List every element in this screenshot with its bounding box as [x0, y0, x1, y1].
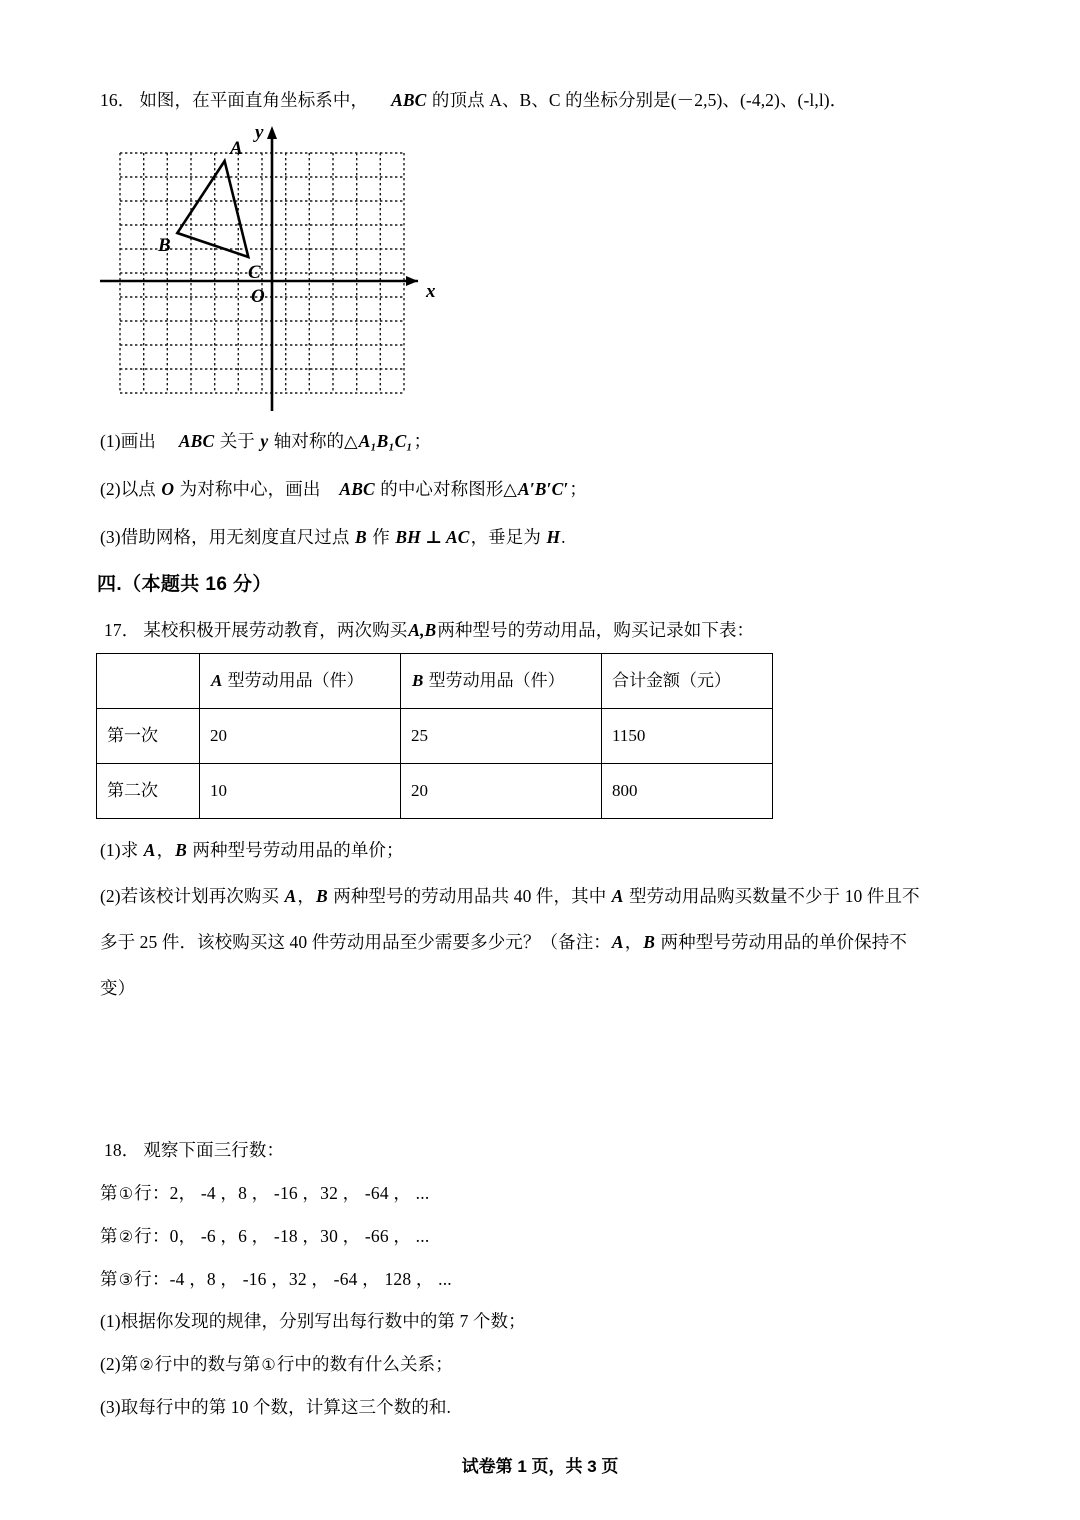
question-17-number: 17．	[104, 620, 140, 640]
q16-sub3-g: .	[561, 527, 566, 547]
purchase-record-table	[96, 653, 773, 819]
circled-number-2: ②	[118, 1229, 134, 1246]
header-cell-total: 合计金额（元）	[602, 654, 773, 709]
vertex-label-b: B	[158, 235, 171, 256]
q18-sub2-b: 行中的数与第	[154, 1354, 261, 1374]
question-16-triangle-abc: ABC	[391, 90, 427, 110]
q17-sub2-l2-b: A	[611, 932, 624, 952]
row-label-first: 第一次	[97, 709, 200, 764]
seq-2-prefix: 第	[100, 1226, 118, 1246]
cell-first-b: 25	[401, 709, 602, 764]
y-axis	[267, 126, 277, 411]
q17-stem-a: 某校积极开展劳动教育，两次购买	[143, 620, 408, 640]
q16-sub3-e: ，垂足为	[470, 527, 546, 547]
seq-2-values: 0， -6 ，6 ， -18 ，30 ， -66 ， ...	[169, 1226, 430, 1246]
q17-sub2-l1-g: 型劳动用品购买数量不少于 10 件且不	[624, 886, 920, 906]
q16-sub2-d: ；	[569, 479, 587, 499]
cell-first-a: 20	[200, 709, 401, 764]
header-b-symbol: B	[412, 670, 424, 690]
q17-sub1-a: (1)求	[100, 840, 143, 860]
circled-number-3: ③	[118, 1272, 134, 1289]
q17-sub1-b: A	[143, 840, 156, 860]
q17-sub2-l1-c: ，	[297, 886, 315, 906]
page-footer: 试卷第 1 页，共 3 页	[461, 1457, 619, 1476]
question-16-sub-2	[100, 477, 587, 502]
q16-sub1-d: ；	[413, 431, 432, 451]
table-row	[97, 764, 773, 819]
header-b-text: 型劳动用品（件）	[424, 670, 565, 690]
question-17-sub-1	[100, 838, 404, 863]
question-18-sub-3: (3)取每行中的第 10 个数，计算这三个数的和.	[100, 1397, 452, 1417]
origin-label: O	[251, 286, 265, 307]
table-row	[97, 709, 773, 764]
question-18-number: 18．	[104, 1140, 140, 1160]
q17-stem-b: 两种型号的劳动用品，购买记录如下表：	[437, 620, 755, 640]
q16-sub2-b: 为对称中心，画出	[175, 479, 321, 499]
question-17-sub-2-line-1	[100, 884, 920, 909]
q17-sub2-l2-c: ，	[624, 932, 643, 952]
q16-sub1-label: A₁B₁C₁	[358, 431, 413, 451]
q17-sub2-l2-d: B	[643, 932, 656, 952]
sequence-row-1	[100, 1180, 429, 1205]
table-header-row	[97, 654, 773, 709]
q16-sub1-triangle: ABC	[178, 431, 215, 451]
section-4-heading: 四.（本题共 16 分）	[97, 574, 272, 595]
cell-second-a: 10	[200, 764, 401, 819]
q17-sub2-l1-b: A	[284, 886, 297, 906]
q17-stem-ab: A,B	[408, 620, 437, 640]
header-cell-a	[200, 654, 401, 709]
question-16-stem-text-b: 的顶点 A、B、C 的坐标分别是(－2,5)、(-4,2)、(-l,l)．	[427, 90, 848, 110]
cell-first-total: 1150	[602, 709, 773, 764]
x-axis-label: x	[426, 281, 436, 302]
q16-sub1-a: (1)画出	[100, 431, 156, 451]
q16-sub2-triangle: ABC	[339, 479, 375, 499]
q16-sub1-c: 轴对称的△	[269, 431, 358, 451]
question-16-sub-3	[100, 525, 566, 550]
seq-2-suffix: 行：	[134, 1226, 170, 1246]
q17-sub2-l1-a: (2)若该校计划再次购买	[100, 886, 284, 906]
vertex-label-c: C	[248, 262, 261, 283]
q18-sub2-c: 行中的数有什么关系；	[276, 1354, 453, 1374]
header-a-text: 型劳动用品（件）	[223, 670, 364, 690]
header-cell-blank	[97, 654, 200, 709]
sequence-row-3	[100, 1266, 452, 1291]
question-16-number: 16．	[100, 90, 136, 110]
q16-sub1-b: 关于	[215, 431, 260, 451]
seq-3-values: -4 ，8 ， -16 ，32 ， -64 ， 128 ， ...	[169, 1269, 452, 1289]
question-16-stem-text-a: 如图，在平面直角坐标系中，	[139, 90, 369, 110]
q16-sub3-a: (3)借助网格，用无刻度直尺过点	[100, 527, 354, 547]
sequence-row-2	[100, 1223, 429, 1248]
question-16-sub-1	[100, 429, 431, 454]
q16-sub3-f: H	[546, 527, 561, 547]
q16-sub3-b: B	[354, 527, 367, 547]
coordinate-plane-diagram	[96, 120, 456, 420]
header-cell-b	[401, 654, 602, 709]
y-axis-label: y	[255, 122, 264, 143]
q17-sub1-d: B	[175, 840, 187, 860]
q17-sub2-l1-e: 两种型号的劳动用品共 40 件，其中	[328, 886, 611, 906]
q17-sub1-e: 两种型号劳动用品的单价；	[187, 840, 404, 860]
question-17-sub-2-line-2	[100, 930, 907, 955]
q16-sub2-a: (2)以点	[100, 479, 161, 499]
question-18-sub-1: (1)根据你发现的规律，分别写出每行数中的第 7 个数；	[100, 1311, 526, 1331]
circled-number-ref-1: ①	[261, 1357, 276, 1374]
q17-sub2-l1-f: A	[611, 886, 624, 906]
question-18-sub-2	[100, 1352, 453, 1377]
cell-second-total: 800	[602, 764, 773, 819]
question-17-sub-2-line-3: 变）	[100, 978, 136, 998]
q17-sub2-l1-d: B	[315, 886, 328, 906]
circled-number-ref-2: ②	[139, 1357, 154, 1374]
q18-stem-text: 观察下面三行数：	[143, 1140, 285, 1160]
question-18-stem	[104, 1138, 284, 1163]
seq-1-values: 2， -4 ，8 ， -16 ，32 ， -64 ， ...	[169, 1183, 430, 1203]
q16-sub1-y: y	[260, 431, 269, 451]
seq-3-suffix: 行：	[134, 1269, 170, 1289]
cell-second-b: 20	[401, 764, 602, 819]
q18-sub2-a: (2)第	[100, 1354, 139, 1374]
question-17-stem	[104, 618, 754, 643]
row-label-second: 第二次	[97, 764, 200, 819]
question-16-stem	[100, 88, 847, 113]
q16-sub3-d: BH ⊥ AC	[395, 527, 470, 547]
seq-1-suffix: 行：	[134, 1183, 170, 1203]
q17-sub2-l2-a: 多于 25 件．该校购买这 40 件劳动用品至少需要多少元？（备注：	[100, 932, 611, 952]
q17-sub1-c: ，	[156, 840, 175, 860]
circled-number-1: ①	[118, 1186, 134, 1203]
seq-1-prefix: 第	[100, 1183, 118, 1203]
q16-sub2-o: O	[161, 479, 175, 499]
q17-sub2-l2-e: 两种型号劳动用品的单价保持不	[656, 932, 907, 952]
q16-sub2-label: A′B′C′	[517, 479, 569, 499]
q16-sub2-c: 的中心对称图形△	[375, 479, 517, 499]
header-a-symbol: A	[211, 670, 223, 690]
q16-sub3-c: 作	[367, 527, 395, 547]
seq-3-prefix: 第	[100, 1269, 118, 1289]
vertex-label-a: A	[230, 138, 243, 159]
